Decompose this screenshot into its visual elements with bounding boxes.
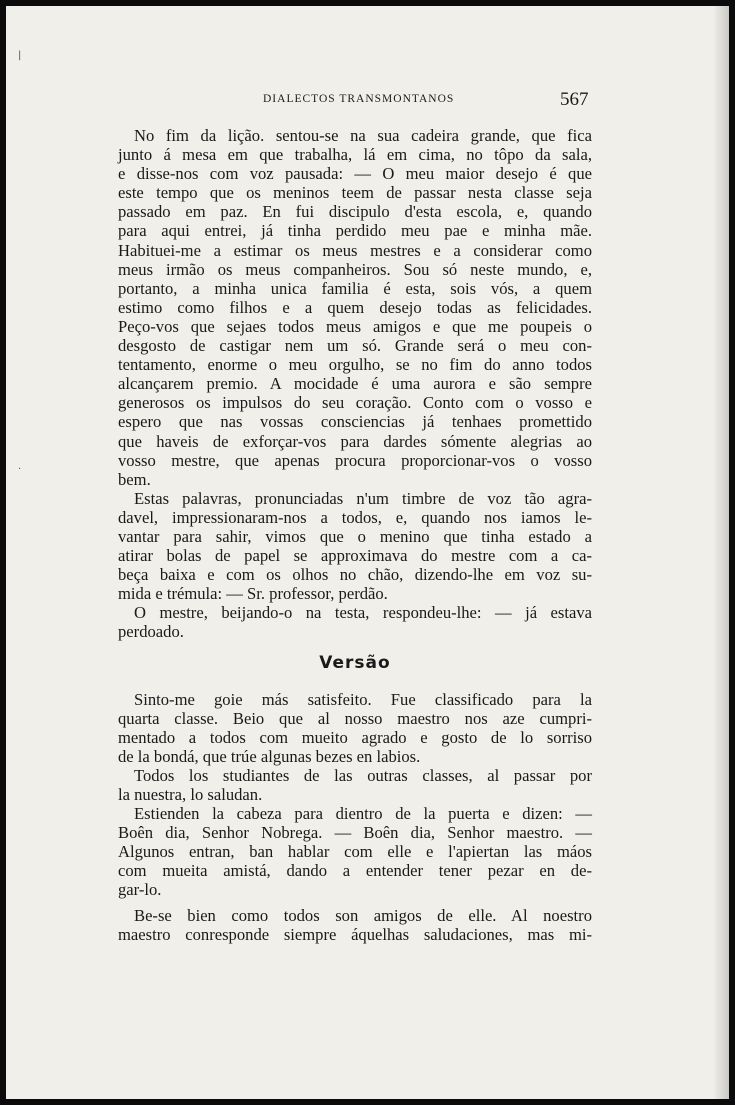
text-line: maestro conresponde siempre áquelhas saludaciones, mas mi-: [118, 924, 592, 944]
text-line: portanto, a minha unica familia é esta, sois vós, a quem: [118, 278, 592, 298]
margin-mark: |: [18, 50, 22, 61]
text-line: para aqui entrei, já tinha perdido meu pae e minha mãe.: [118, 221, 592, 241]
text-line: davel, impressionaram-nos a todos, e, quando nos iamos le-: [118, 507, 592, 527]
text-line: beça baixa e com os olhos no chão, dizendo-lhe em voz su-: [118, 565, 592, 585]
text-line: No fim da lição. sentou-se na sua cadeira grande, que fica: [134, 126, 592, 145]
text-line: este tempo que os meninos teem de passar nesta classe seja: [118, 183, 592, 203]
paragraph-lesson-speech: [118, 126, 592, 489]
text-line: perdoado.: [118, 622, 184, 642]
text-line: Estienden la cabeza para dientro de la puerta e dizen: —: [134, 804, 592, 824]
margin-mark: ·: [18, 464, 22, 475]
text-line: Estas palavras, pronunciadas n'um timbre de voz tão agra-: [134, 488, 592, 508]
text-line: Algunos entran, ban hablar com elle e l'apiertan las máos: [118, 842, 592, 862]
text-line: meus irmão os meus companheiros. Sou só neste mundo, e,: [118, 259, 592, 279]
section-heading: Versão: [319, 652, 391, 673]
text-line: vosso mestre, que apenas procura proporcionar-vos o vosso: [118, 450, 592, 470]
text-line: atirar bolas de papel se approximava do mestre com a ca-: [118, 546, 592, 566]
text-line: O mestre, beijando-o na testa, respondeu-lhe: — já estava: [134, 603, 592, 623]
paragraph-master-forgives: [118, 603, 592, 641]
text-line: la nuestra, lo saludan.: [118, 785, 263, 804]
main-text: [118, 126, 592, 944]
text-line: Habituei-me a estimar os meus mestres e a considerar como: [118, 240, 592, 260]
text-line: bem.: [118, 469, 151, 489]
text-line: junto á mesa em que trabalha, lá em cima, no tôpo da sala,: [118, 145, 592, 165]
paragraph-versao-2: [118, 766, 592, 804]
text-line: vantar para sahir, vimos que o menino que tinha estado a: [118, 526, 592, 546]
text-line: Peço-vos que sejaes todos meus amigos e que me poupeis o: [118, 316, 592, 336]
text-line: gar-lo.: [118, 880, 162, 900]
paragraph-versao-3: [118, 804, 592, 899]
text-line: generosos os impulsos do seu coração. Conto com o vosso e: [118, 393, 592, 413]
text-line: de la bondá, que trúe algunas bezes en labios.: [118, 746, 421, 766]
text-line: desgosto de castigar nem um só. Grande será o meu con-: [118, 336, 592, 356]
text-line: mida e trémula: — Sr. professor, perdão.: [118, 584, 388, 604]
paragraph-versao-4: [118, 906, 592, 944]
running-title: DIALECTOS TRANSMONTANOS: [263, 93, 455, 105]
text-line: Sinto-me goie más satisfeito. Fue classificado para la: [134, 689, 592, 709]
text-line: estimo como filhos e a quem desejo todas as felicidades.: [118, 297, 592, 317]
text-line: com mueita amistá, dando a entender tener pezar en de-: [118, 861, 592, 881]
text-line: Boên dia, Senhor Nobrega. — Boên dia, Senhor maestro. —: [118, 823, 592, 843]
text-line: passado em paz. En fui discipulo d'esta escola, e, quando: [118, 202, 592, 222]
text-line: Be-se bien como todos son amigos de elle. Al noestro: [134, 905, 592, 925]
text-line: Todos los studiantes de las outras classes, al passar por: [134, 765, 592, 785]
text-line: alcançarem premio. A mocidade é uma aurora e são sempre: [118, 374, 592, 394]
page-header: [6, 89, 735, 113]
text-line: espero que nas vossas consciencias já tenhaes promettido: [118, 412, 592, 432]
text-line: tentamento, enorme o meu orgulho, se no fim do anno todos: [118, 355, 592, 375]
paragraph-versao-1: [118, 690, 592, 766]
page-number: 567: [560, 89, 589, 110]
text-line: mentado a todos com mueito agrado e gosto de lo sorriso: [118, 727, 592, 747]
text-line: quarta classe. Beio que al nosso maestro nos aze cumpri-: [118, 708, 592, 728]
text-line: que haveis de exforçar-vos para dardes sómente alegrias ao: [118, 431, 592, 451]
paragraph-boy-apology: [118, 489, 592, 604]
text-line: e disse-nos com voz pausada: — O meu maior desejo é que: [118, 164, 592, 184]
